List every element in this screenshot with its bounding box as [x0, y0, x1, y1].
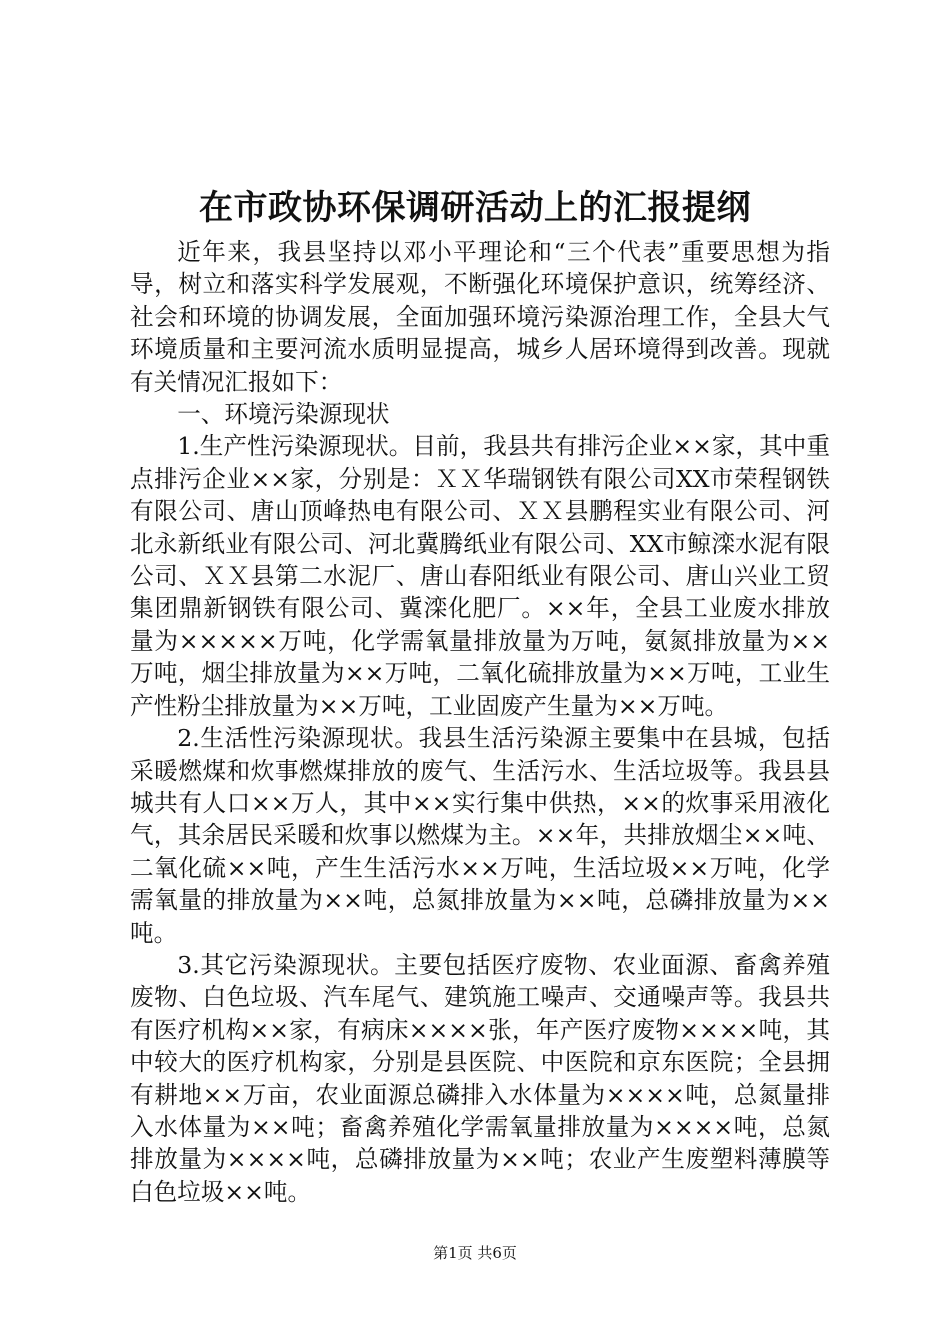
section-heading: 一、环境污染源现状: [177, 400, 390, 429]
paragraph-production-pollution: 1.生产性污染源现状。目前，我县共有排污企业××家，其中重点排污企业××家，分别是：ＸＸ华瑞钢铁有限公司XX市荣程钢铁有限公司、唐山顶峰热电有限公司、ＸＸ县鹏程实业有限公司、河北永新纸业有限公司、河北冀腾纸业有限公司、XX市鲸滦水泥有限公司、ＸＸ县第二水泥厂、唐山春阳纸业有限公司、唐山兴业工贸集团鼎新钢铁有限公司、冀滦化肥厂。××年，全县工业废水排放量为×××××万吨，化学需氧量排放量为万吨，氨氮排放量为××万吨，烟尘排放量为××万吨，二氧化硫排放量为××万吨，工业生产性粉尘排放量为××万吨，工业固废产生量为××万吨。: [130, 432, 830, 720]
page-footer: 第1页 共6页: [433, 1244, 517, 1262]
document-title: 在市政协环保调研活动上的汇报提纲: [199, 188, 751, 228]
paragraph-other-pollution: 3.其它污染源现状。主要包括医疗废物、农业面源、畜禽养殖废物、白色垃圾、汽车尾气、建筑施工噪声、交通噪声等。我县共有医疗机构××家，有病床××××张，年产医疗废物××××吨，其中较大的医疗机构家，分别是县医院、中医院和京东医院；全县拥有耕地××万亩，农业面源总磷排入水体量为××××吨，总氮量排入水体量为××吨；畜禽养殖化学需氧量排放量为××××吨，总氮排放量为××××吨，总磷排放量为××吨；农业产生废塑料薄膜等白色垃圾××吨。: [130, 950, 830, 1206]
paragraph-domestic-pollution: 2.生活性污染源现状。我县生活污染源主要集中在县城，包括采暖燃煤和炊事燃煤排放的废气、生活污水、生活垃圾等。我县县城共有人口××万人，其中××实行集中供热，××的炊事采用液化气，其余居民采暖和炊事以燃煤为主。××年，共排放烟尘××吨、二氧化硫××吨，产生生活污水××万吨，生活垃圾××万吨，化学需氧量的排放量为××吨，总氮排放量为××吨，总磷排放量为××吨。: [130, 724, 830, 947]
intro-paragraph: 近年来，我县坚持以邓小平理论和“三个代表”重要思想为指导，树立和落实科学发展观，不断强化环境保护意识，统筹经济、社会和环境的协调发展，全面加强环境污染源治理工作，全县大气环境质量和主要河流水质明显提高，城乡人居环境得到改善。现就有关情况汇报如下：: [130, 238, 830, 396]
document-body: [130, 236, 830, 1208]
